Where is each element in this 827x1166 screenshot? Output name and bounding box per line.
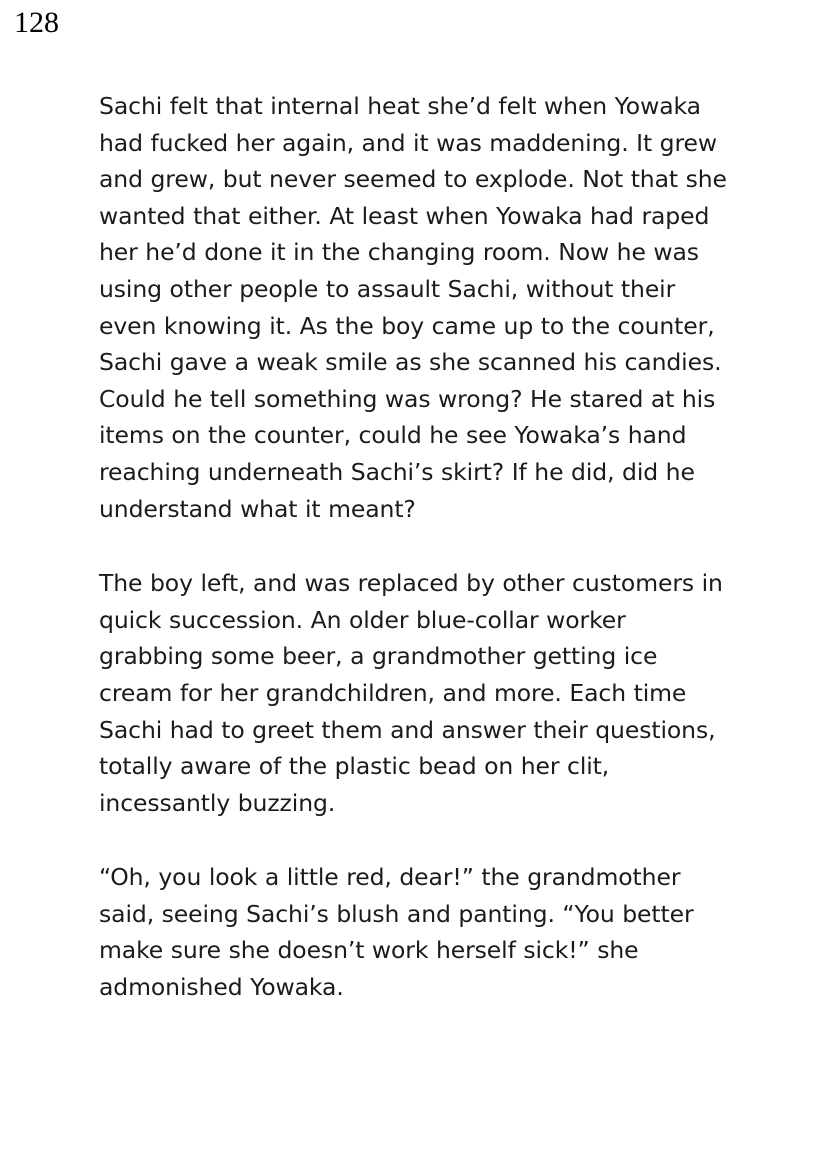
paragraph: Sachi felt that internal heat she’d felt when Yowaka had fucked her again, and it was maddening. It grew and grew, but never seemed to explode. Not that she wanted that either. At least when Yowaka had raped her he’d done it in the changing room. Now he was using other people to assault Sachi, without their even knowing it. As the boy came up to the counter, Sachi gave a weak smile as she scanned his candies. Could he tell something was wrong? He stared at his items on the counter, could he see Yowaka’s hand reaching underneath Sachi’s skirt? If he did, did he understand what it meant? xyxy=(99,92,727,523)
page-number: 128 xyxy=(14,6,59,39)
paragraph: “Oh, you look a little red, dear!” the grandmother said, seeing Sachi’s blush and panting. “You better make sure she doesn’t work herself sick!” she admonished Yowaka. xyxy=(99,863,694,1002)
page-body xyxy=(99,88,727,1006)
paragraph: The boy left, and was replaced by other customers in quick succession. An older blue-collar worker grabbing some beer, a grandmother getting ice cream for her grandchildren, and more. Each time Sachi had to greet them and answer their questions, totally aware of the plastic bead on her clit, incessantly buzzing. xyxy=(99,569,723,817)
